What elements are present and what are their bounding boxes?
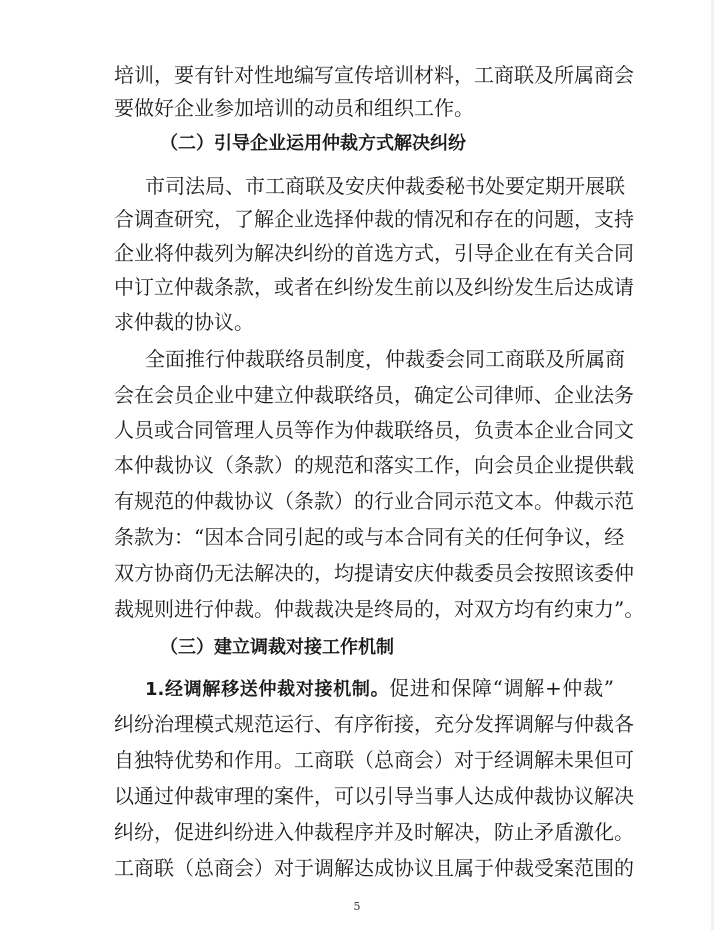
text-line: 条款为：“因本合同引起的或与本合同有关的任何争议，经 [114, 525, 625, 549]
text-line: 以通过仲裁审理的案件，可以引导当事人达成仲裁协议解决 [114, 784, 634, 808]
text-line: 工商联（总商会）对于调解达成协议且属于仲裁受案范围的 [114, 856, 634, 880]
text-line: 全面推行仲裁联络员制度，仲裁委会同工商联及所属商 [145, 347, 625, 371]
text-line: 会在会员企业中建立仲裁联络员，确定公司律师、企业法务 [114, 383, 634, 407]
text-line: 自独特优势和作用。工商联（总商会）对于经调解未果但可 [114, 748, 634, 772]
item-text: 促进和保障“调解+仲裁” [389, 676, 614, 700]
text-line-with-lead [145, 675, 614, 701]
section-heading-2: （二）引导企业运用仲裁方式解决纠纷 [160, 133, 466, 154]
text-line: 培训，要有针对性地编写宣传培训材料，工商联及所属商会 [114, 63, 634, 87]
text-line: 要做好企业参加培训的动员和组织工作。 [114, 96, 474, 120]
text-line: 企业将仲裁列为解决纠纷的首选方式，引导企业在有关合同 [114, 241, 634, 265]
page-number: 5 [353, 900, 361, 913]
text-line: 纠纷治理模式规范运行、有序衔接，充分发挥调解与仲裁各 [114, 712, 634, 736]
text-line: 合调查研究，了解企业选择仲裁的情况和存在的问题，支持 [114, 207, 634, 231]
text-line: 求仲裁的协议。 [114, 310, 254, 334]
text-line: 人员或合同管理人员等作为仲裁联络员，负责本企业合同文 [114, 418, 634, 442]
text-line: 市司法局、市工商联及安庆仲裁委秘书处要定期开展联 [145, 174, 625, 198]
text-line: 裁规则进行仲裁。仲裁裁决是终局的，对双方均有约束力”。 [114, 597, 645, 621]
text-line: 本仲裁协议（条款）的规范和落实工作，向会员企业提供载 [114, 453, 634, 477]
text-line: 中订立仲裁条款，或者在纠纷发生前以及纠纷发生后达成请 [114, 275, 634, 299]
text-line: 有规范的仲裁协议（条款）的行业合同示范文本。仲裁示范 [114, 489, 634, 513]
text-line: 双方协商仍无法解决的，均提请安庆仲裁委员会按照该委仲 [114, 561, 634, 585]
item-lead: 1.经调解移送仲裁对接机制。 [145, 679, 390, 700]
section-heading-3: （三）建立调裁对接工作机制 [160, 637, 394, 658]
text-line: 纠纷，促进纠纷进入仲裁程序并及时解决，防止矛盾激化。 [114, 820, 634, 844]
